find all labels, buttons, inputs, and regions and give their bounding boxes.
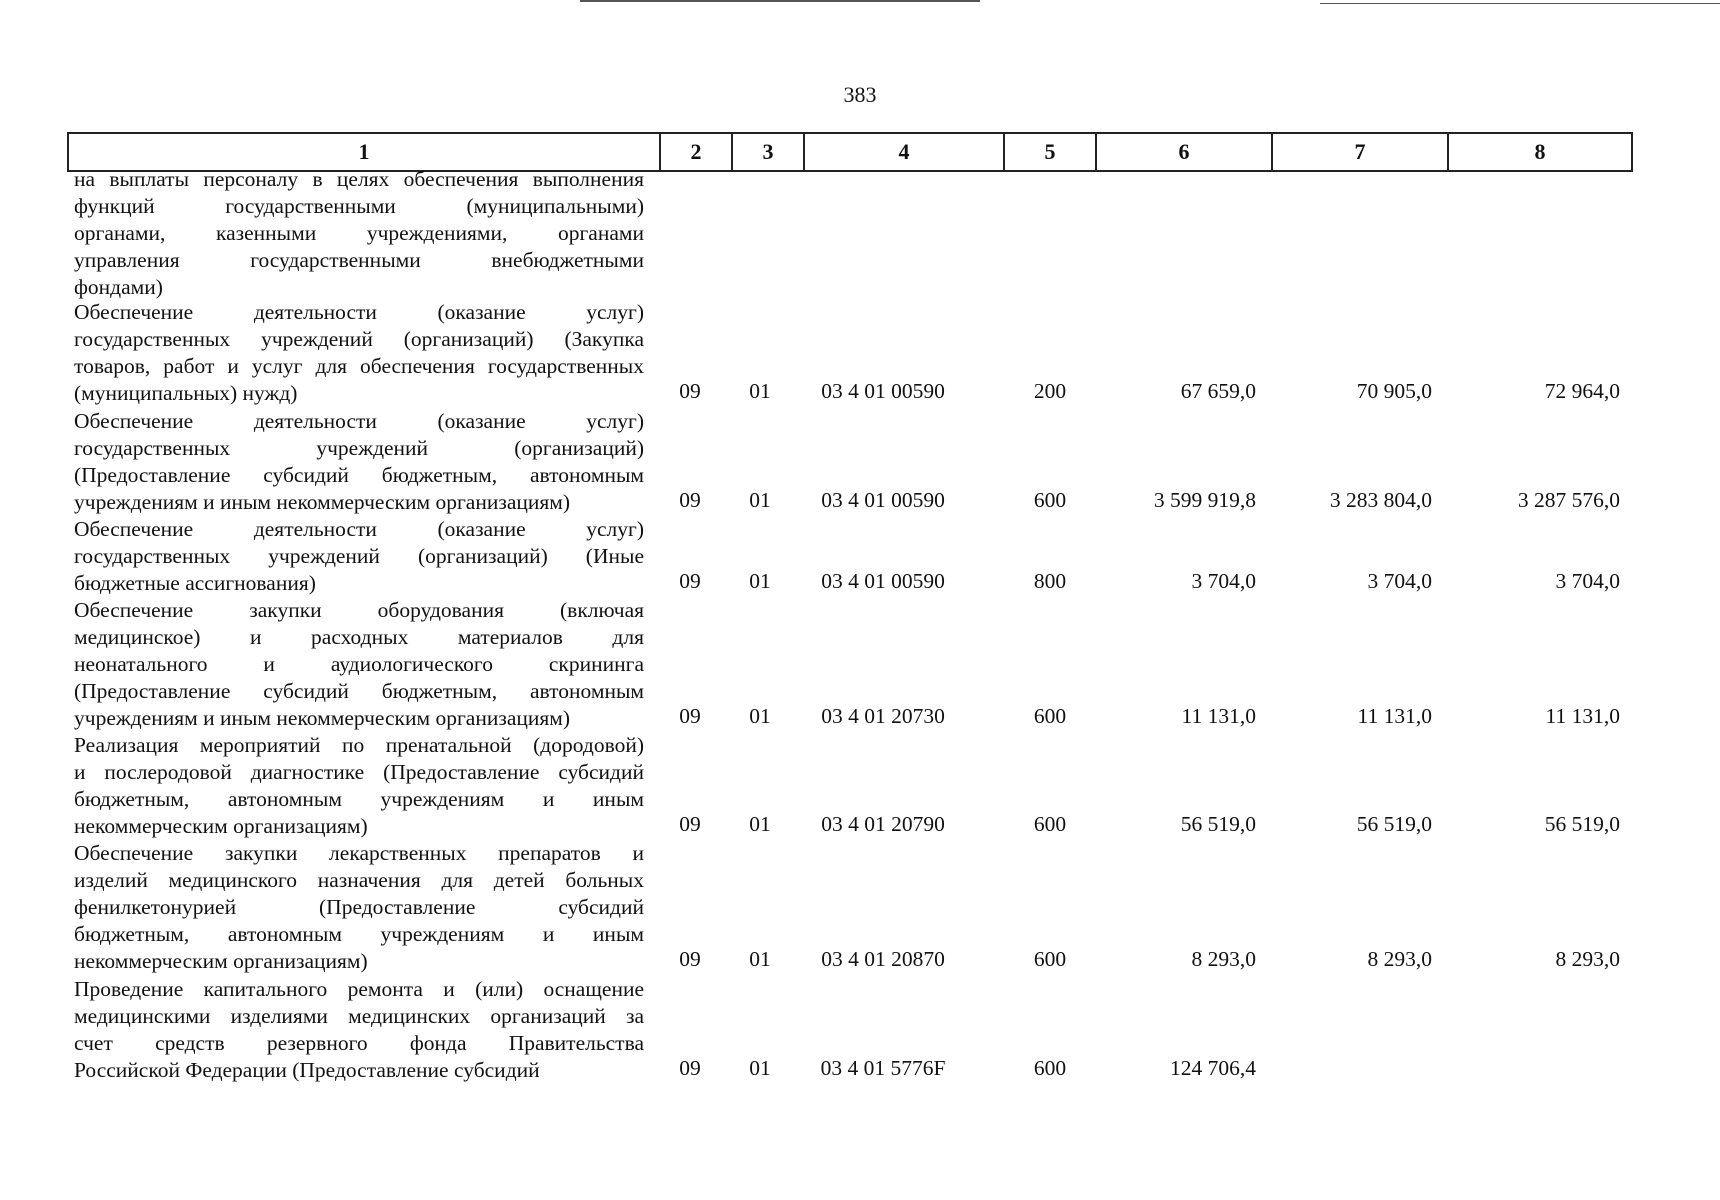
description-line: товаров, работ и услуг для обеспечения государственных <box>74 354 644 378</box>
row-description <box>74 840 644 975</box>
description-line: медицинскими изделиями медицинских организаций за <box>74 1004 644 1028</box>
description-line: (муниципальных) нужд) <box>74 381 298 405</box>
row-cell-c4: 03 4 01 20870 <box>821 947 945 971</box>
page-number: 383 <box>843 82 877 107</box>
header-col-7: 7 <box>1271 134 1447 170</box>
header-col-6: 6 <box>1095 134 1271 170</box>
row-cell-c2: 09 <box>679 1056 701 1080</box>
row-cell-c5: 600 <box>1033 1056 1067 1080</box>
description-line: медицинское) и расходных материалов для <box>74 625 644 649</box>
description-line: и послеродовой диагностике (Предоставление субсидий <box>74 760 644 784</box>
description-line: государственных учреждений (организаций) (Иные <box>74 544 644 568</box>
description-line: органами, казенными учреждениями, органами <box>74 221 644 245</box>
row-cell-c5: 600 <box>1033 812 1067 836</box>
row-cell-c4: 03 4 01 00590 <box>821 488 945 512</box>
row-cell-c7: 56 519,0 <box>1356 812 1432 836</box>
description-line: фондами) <box>74 275 163 299</box>
row-cell-c2: 09 <box>679 812 701 836</box>
row-cell-c4: 03 4 01 5776F <box>820 1056 946 1080</box>
header-col-2: 2 <box>659 134 731 170</box>
description-line: фенилкетонурией (Предоставление субсидий <box>74 895 644 919</box>
description-line: Обеспечение деятельности (оказание услуг) <box>74 409 644 433</box>
row-cell-c6: 67 659,0 <box>1180 379 1256 403</box>
row-cell-c3: 01 <box>749 1056 771 1080</box>
description-line: Проведение капитального ремонта и (или) оснащение <box>74 977 644 1001</box>
row-cell-c6: 3 704,0 <box>1191 569 1256 593</box>
description-line: Обеспечение закупки оборудования (включая <box>74 598 644 622</box>
row-cell-c6: 3 599 919,8 <box>1153 488 1256 512</box>
row-cell-c3: 01 <box>749 569 771 593</box>
row-cell-c2: 09 <box>679 947 701 971</box>
row-cell-c2: 09 <box>679 569 701 593</box>
row-cell-c7: 3 704,0 <box>1367 569 1432 593</box>
row-description <box>74 516 644 597</box>
row-cell-c5: 600 <box>1033 704 1067 728</box>
description-line: счет средств резервного фонда Правительства <box>74 1031 644 1055</box>
row-description <box>74 166 644 301</box>
header-col-4: 4 <box>803 134 1003 170</box>
row-description <box>74 299 644 407</box>
description-line: функций государственными (муниципальными) <box>74 194 644 218</box>
row-cell-c8: 8 293,0 <box>1555 947 1620 971</box>
row-description <box>74 976 644 1084</box>
description-line: учреждениям и иным некоммерческим организациям) <box>74 490 571 514</box>
description-line: государственных учреждений (организаций) <box>74 436 644 460</box>
row-cell-c6: 124 706,4 <box>1170 1056 1256 1080</box>
row-cell-c8: 11 131,0 <box>1545 704 1620 728</box>
description-line: некоммерческим организациям) <box>74 814 368 838</box>
row-cell-c5: 800 <box>1033 569 1067 593</box>
scan-edge-line <box>1320 3 1720 4</box>
row-cell-c8: 56 519,0 <box>1544 812 1620 836</box>
header-col-5: 5 <box>1003 134 1095 170</box>
row-cell-c3: 01 <box>749 379 771 403</box>
row-cell-c6: 8 293,0 <box>1191 947 1256 971</box>
row-cell-c7: 8 293,0 <box>1367 947 1432 971</box>
row-cell-c3: 01 <box>749 704 771 728</box>
description-line: управления государственными внебюджетными <box>74 248 644 272</box>
description-line: бюджетным, автономным учреждениям и иным <box>74 922 644 946</box>
row-cell-c2: 09 <box>679 488 701 512</box>
row-cell-c5: 200 <box>1033 379 1067 403</box>
row-cell-c5: 600 <box>1033 488 1067 512</box>
row-cell-c3: 01 <box>749 947 771 971</box>
row-cell-c5: 600 <box>1033 947 1067 971</box>
description-line: (Предоставление субсидий бюджетным, автономным <box>74 463 644 487</box>
description-line: Обеспечение деятельности (оказание услуг) <box>74 300 644 324</box>
row-cell-c8: 3 704,0 <box>1555 569 1620 593</box>
row-description <box>74 408 644 516</box>
row-cell-c7: 70 905,0 <box>1356 379 1432 403</box>
row-cell-c7: 3 283 804,0 <box>1329 488 1432 512</box>
row-cell-c6: 11 131,0 <box>1181 704 1256 728</box>
header-col-8: 8 <box>1447 134 1631 170</box>
description-line: изделий медицинского назначения для детей больных <box>74 868 644 892</box>
row-cell-c4: 03 4 01 00590 <box>821 379 945 403</box>
description-line: бюджетные ассигнования) <box>74 571 316 595</box>
row-cell-c8: 72 964,0 <box>1544 379 1620 403</box>
description-line: бюджетным, автономным учреждениям и иным <box>74 787 644 811</box>
row-description <box>74 597 644 732</box>
description-line: Российской Федерации (Предоставление субсидий <box>74 1058 540 1082</box>
description-line: некоммерческим организациям) <box>74 949 368 973</box>
row-cell-c3: 01 <box>749 488 771 512</box>
header-col-3: 3 <box>731 134 803 170</box>
scan-edge-line <box>580 0 980 2</box>
row-cell-c4: 03 4 01 20730 <box>821 704 945 728</box>
row-cell-c3: 01 <box>749 812 771 836</box>
description-line: неонатального и аудиологического скрининга <box>74 652 644 676</box>
description-line: (Предоставление субсидий бюджетным, автономным <box>74 679 644 703</box>
description-line: Реализация мероприятий по пренатальной (дородовой) <box>74 733 644 757</box>
description-line: учреждениям и иным некоммерческим организациям) <box>74 706 571 730</box>
description-line: Обеспечение закупки лекарственных препаратов и <box>74 841 644 865</box>
row-cell-c8: 3 287 576,0 <box>1517 488 1620 512</box>
row-cell-c4: 03 4 01 20790 <box>821 812 945 836</box>
description-line: на выплаты персоналу в целях обеспечения выполнения <box>74 167 644 191</box>
row-cell-c2: 09 <box>679 379 701 403</box>
description-line: государственных учреждений (организаций) (Закупка <box>74 327 644 351</box>
header-col-1: 1 <box>358 139 370 164</box>
row-cell-c6: 56 519,0 <box>1180 812 1256 836</box>
row-description <box>74 732 644 840</box>
row-cell-c2: 09 <box>679 704 701 728</box>
description-line: Обеспечение деятельности (оказание услуг) <box>74 517 644 541</box>
row-cell-c7: 11 131,0 <box>1357 704 1432 728</box>
row-cell-c4: 03 4 01 00590 <box>821 569 945 593</box>
